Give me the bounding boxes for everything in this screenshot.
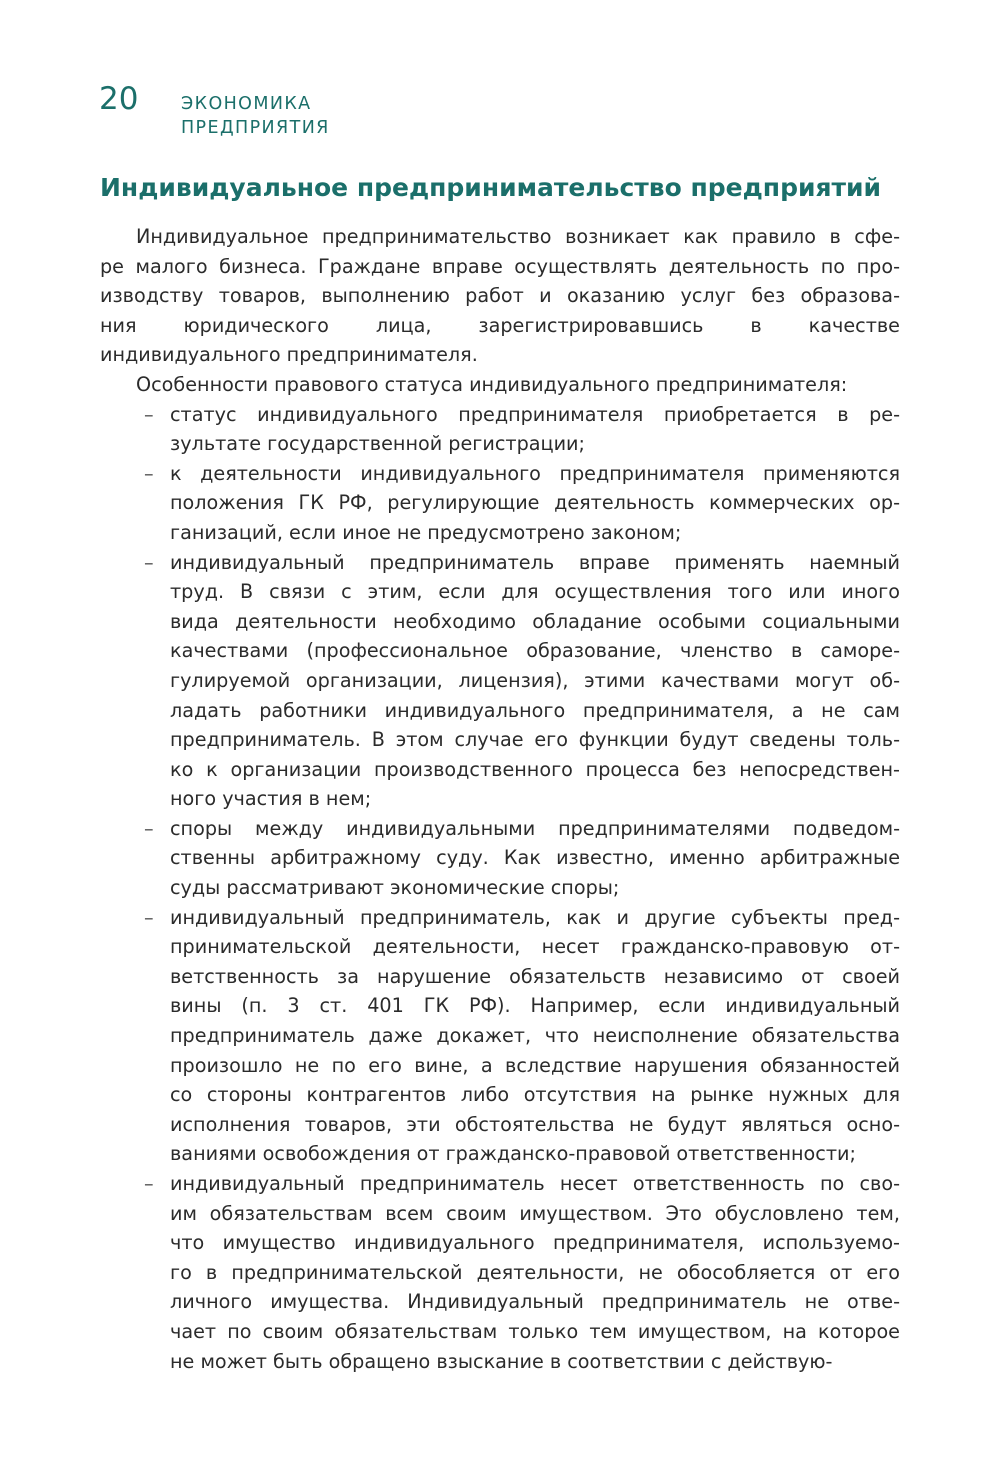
bullet-line: ко к организации производственного процесса без непосредствен-	[170, 757, 900, 781]
bullet-line: ственны арбитражному суду. Как известно, именно арбитражные	[170, 846, 900, 870]
bullet-line: к деятельности индивидуального предпринимателя применяются	[170, 461, 900, 485]
bullet-line: предприниматель. В этом случае его функции будут сведены толь-	[170, 728, 900, 752]
bullet-line: принимательской деятельности, несет гражданско-правовую от-	[170, 935, 900, 959]
running-header-line-1: ЭКОНОМИКА	[181, 94, 312, 114]
bullet-line: зультате государственной регистрации;	[170, 432, 585, 456]
intro-line: изводству товаров, выполнению работ и оказанию услуг без образова-	[100, 284, 900, 308]
bullet-line: вида деятельности необходимо обладание особыми социальными	[170, 609, 900, 633]
bullet-line: исполнения товаров, эти обстоятельства не будут являться осно-	[170, 1112, 900, 1136]
list-item	[100, 400, 900, 459]
bullet-line: индивидуальный предприниматель, как и другие субъекты пред-	[170, 905, 900, 929]
bullet-line: произошло не по его вине, а вследствие нарушения обязанностей	[170, 1053, 900, 1077]
bullet-line: ного участия в нем;	[170, 787, 372, 811]
bullet-line: им обязательствам всем своим имуществом. Это обусловлено тем,	[170, 1201, 900, 1225]
section-title: Индивидуальное предпринимательство предприятий	[100, 173, 882, 202]
bullet-line: со стороны контрагентов либо отсутствия на рынке нужных для	[170, 1083, 900, 1107]
intro-line: индивидуального предпринимателя.	[100, 343, 478, 367]
features-intro: Особенности правового статуса индивидуального предпринимателя:	[136, 372, 848, 396]
running-header	[181, 92, 330, 140]
running-header-line-2: ПРЕДПРИЯТИЯ	[181, 118, 330, 138]
bullet-line: качествами (профессиональное образование, членство в саморе-	[170, 639, 900, 663]
bullet-line: труд. В связи с этим, если для осуществления того или иного	[170, 580, 900, 604]
bullet-line: статус индивидуального предпринимателя приобретается в ре-	[170, 402, 900, 426]
bullet-dash: –	[144, 550, 154, 574]
bullet-dash: –	[144, 402, 154, 426]
bullet-line: личного имущества. Индивидуальный предприниматель не отве-	[170, 1290, 900, 1314]
list-item	[100, 814, 900, 903]
bullet-line: предприниматель даже докажет, что неисполнение обязательства	[170, 1024, 900, 1048]
bullet-line: го в предпринимательской деятельности, не обособляется от его	[170, 1260, 900, 1284]
bullet-line: гулируемой организации, лицензия), этими качествами могут об-	[170, 668, 900, 692]
bullet-dash: –	[144, 461, 154, 485]
bullet-line: индивидуальный предприниматель несет ответственность по сво-	[170, 1172, 900, 1195]
list-item	[100, 548, 900, 814]
bullet-line: не может быть обращено взыскание в соответствии с действую-	[170, 1349, 833, 1373]
bullet-line: чает по своим обязательствам только тем имуществом, на которое	[170, 1319, 900, 1343]
bullet-line: споры между индивидуальными предпринимателями подведом-	[170, 816, 900, 840]
page-number: 20	[99, 81, 139, 117]
bullet-line: ветственность за нарушение обязательств независимо от своей	[170, 964, 900, 988]
intro-line: Индивидуальное предпринимательство возникает как правило в сфе-	[136, 225, 900, 248]
intro-line: ре малого бизнеса. Граждане вправе осуществлять деятельность по про-	[100, 254, 900, 278]
bullet-list	[100, 400, 900, 1377]
body-text	[100, 222, 900, 1376]
bullet-line: что имущество индивидуального предпринимателя, используемо-	[170, 1231, 900, 1255]
list-item	[100, 1169, 900, 1376]
bullet-line: ладать работники индивидуального предпринимателя, а не сам	[170, 698, 900, 722]
bullet-line: ваниями освобождения от гражданско-правовой ответственности;	[170, 1142, 856, 1166]
bullet-line: положения ГК РФ, регулирующие деятельность коммерческих ор-	[170, 491, 900, 515]
intro-paragraph	[100, 222, 900, 370]
bullet-dash: –	[144, 1172, 154, 1195]
bullet-dash: –	[144, 816, 154, 840]
intro-line: ния юридического лица, зарегистрировавшись в качестве	[100, 313, 900, 337]
bullet-line: вины (п. 3 ст. 401 ГК РФ). Например, если индивидуальный	[170, 994, 900, 1018]
bullet-line: ганизаций, если иное не предусмотрено законом;	[170, 520, 682, 544]
list-item	[100, 459, 900, 548]
bullet-dash: –	[144, 905, 154, 929]
bullet-line: индивидуальный предприниматель вправе применять наемный	[170, 550, 900, 574]
bullet-line: суды рассматривают экономические споры;	[170, 876, 620, 900]
list-item	[100, 903, 900, 1169]
